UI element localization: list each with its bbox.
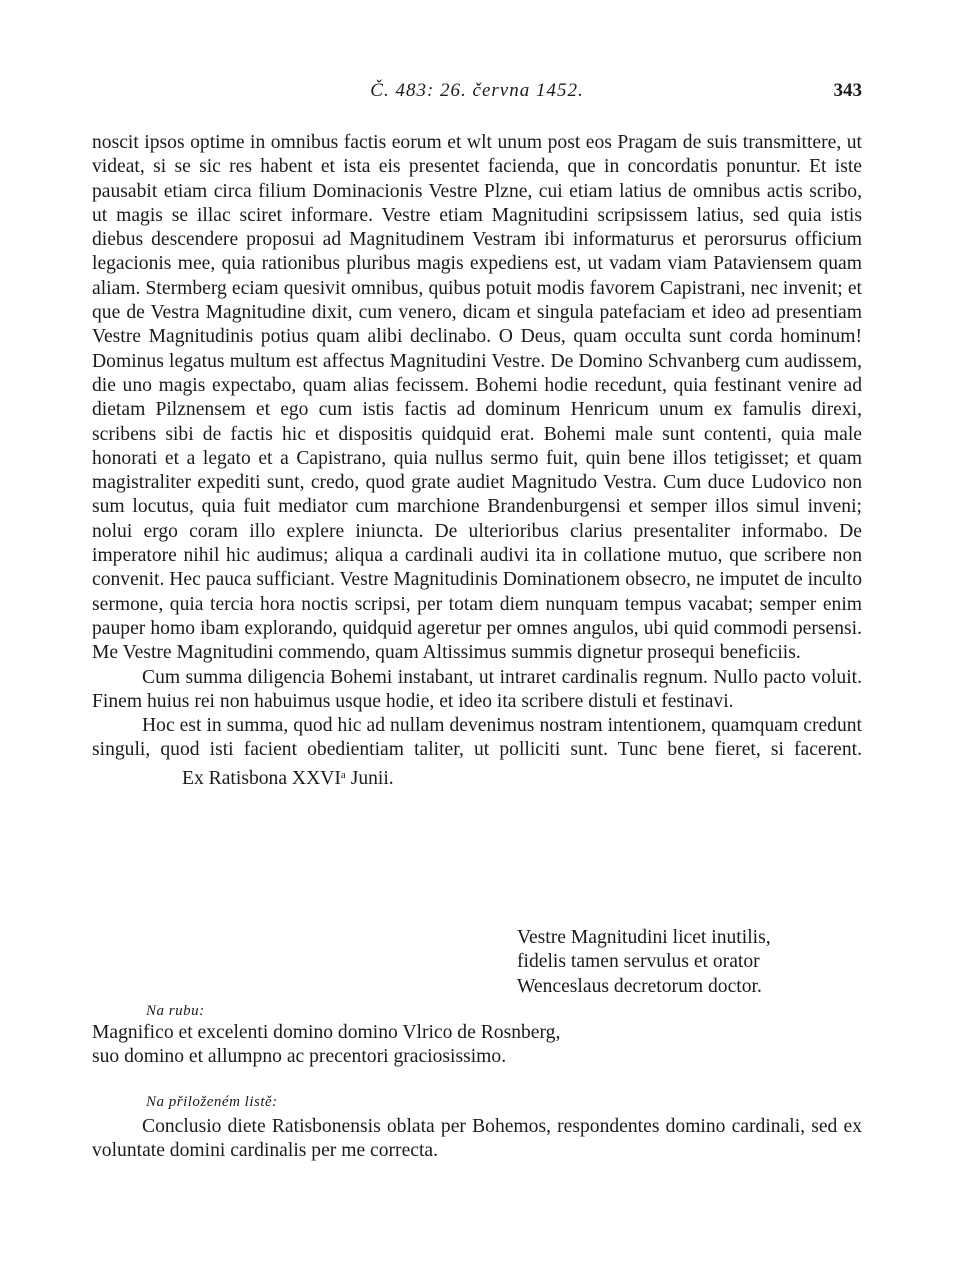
paragraph-3-text: Hoc est in summa, quod hic ad nullam devenimus nostram intentionem, quamquam credunt singuli, quod isti facient obedientiam taliter, ut polliciti sunt. Tunc bene fieret, si facerent.	[92, 715, 862, 761]
running-title: Č. 483: 26. června 1452.	[370, 80, 584, 101]
margin-note-label: Na rubu:	[146, 1003, 205, 1019]
closing-line-2: fidelis tamen servulus et orator	[517, 951, 760, 973]
attached-note-text: Conclusio diete Ratisbonensis oblata per Bohemos, respondentes domino cardinali, sed ex voluntate domini cardinalis per me correcta.	[92, 1116, 862, 1162]
paragraph-1: noscit ipsos optime in omnibus factis eorum et wlt unum post eos Pragam de suis transmittere, ut videat, si se sic res habent et ista eis presentet facienda, que in concordatis ponuntur. Et iste pausabit etiam circa filium Dominacionis Vestre Plzne, cui etiam latius de omnibus actis scribo, ut magis se illac sciret informare. Vestre etiam Magnitudini scripsissem latius, sed quia istis diebus descendere proposui ad Magnitudinem Vestram ibi informaturus et perorsurus officium legacionis mee, quia rationibus pluribus magis expediens est, ut vadam viam Pataviensem quam aliam. Stermberg eciam quesivit omnibus, quibus potuit modis favorem Capistrani, nec invenit; et que de Vestra Magnitudine dixit, cum venero, dicam et singula patefaciam et ideo ad presentiam Vestre Magnitudinis potius quam alibi declinabo. O Deus, quam occulta sunt corda hominum! Dominus legatus multum est affectus Magnitudini Vestre. De Domino Schvanberg cum audissem, die uno magis expectabo, quam alias fecissem. Bohemi hodie recedunt, quia festinant venire ad dietam Pilznensem et ego cum istis factis ad dominum Henricum unum ex famulis direxi, scribens sibi de factis hic et dispositis quidquid erat. Bohemi male sunt contenti, quia male honorati et a legato et a Capistrano, quia nullus sermo fuit, quin bene illos tetigisset; et quam magistraliter expediti sunt, credo, quod grate audiet Magnitudo Vestra. Cum duce Ludovico non sum locutus, quia fuit mediator cum marchione Brandenburgensi et semper illos simul inveni; nolui ergo coram illo explere iniuncta. De ulterioribus clarius presentaliter informabo. De imperatore nihil hic audimus; aliqua a cardinali audivi ita in collatione mutuo, que scribere non convenit. Hec pauca sufficiant. Vestre Magnitudinis Dominationem obsecro, ne imputet de inculto sermone, quia tercia hora noctis scripsi, per totam diem nunquam tempus vacabat; semper enim pauper homo ibam explorando, quidquid ageretur per omnes angulos, ubi quid commodi persensi. Me Vestre Magnitudini commendo, quam Altissimus summis dignetur prosequi beneficiis.	[92, 132, 862, 664]
page-number: 343	[833, 80, 862, 101]
date-month: Junii.	[345, 767, 394, 789]
margin-note-line-2: suo domino et allumpno ac precentori graciosissimo.	[92, 1046, 507, 1068]
date-line	[132, 763, 394, 791]
attached-note-label: Na přiloženém listě:	[146, 1094, 278, 1110]
paragraph-2: Cum summa diligencia Bohemi instabant, ut intraret cardinalis regnum. Nullo pacto voluit. Finem huius rei non habuimus usque hodie, et ideo ita scribere distuli et festinavi.	[92, 666, 862, 712]
closing-signature	[517, 926, 857, 999]
date-superscript: a	[340, 768, 346, 781]
margin-note-address	[92, 1021, 862, 1070]
margin-note-line-1: Magnifico et excelenti domino domino Vlrico de Rosnberg,	[92, 1022, 561, 1043]
attached-note	[92, 1115, 862, 1164]
closing-line-3: Wenceslaus decretorum doctor.	[517, 975, 762, 997]
page-header	[92, 80, 862, 108]
letter-body	[92, 131, 862, 791]
paragraph-3	[92, 714, 862, 791]
closing-line-1: Vestre Magnitudini licet inutilis,	[517, 927, 771, 948]
date-line-text: Ex Ratisbona XXVI	[182, 767, 341, 789]
